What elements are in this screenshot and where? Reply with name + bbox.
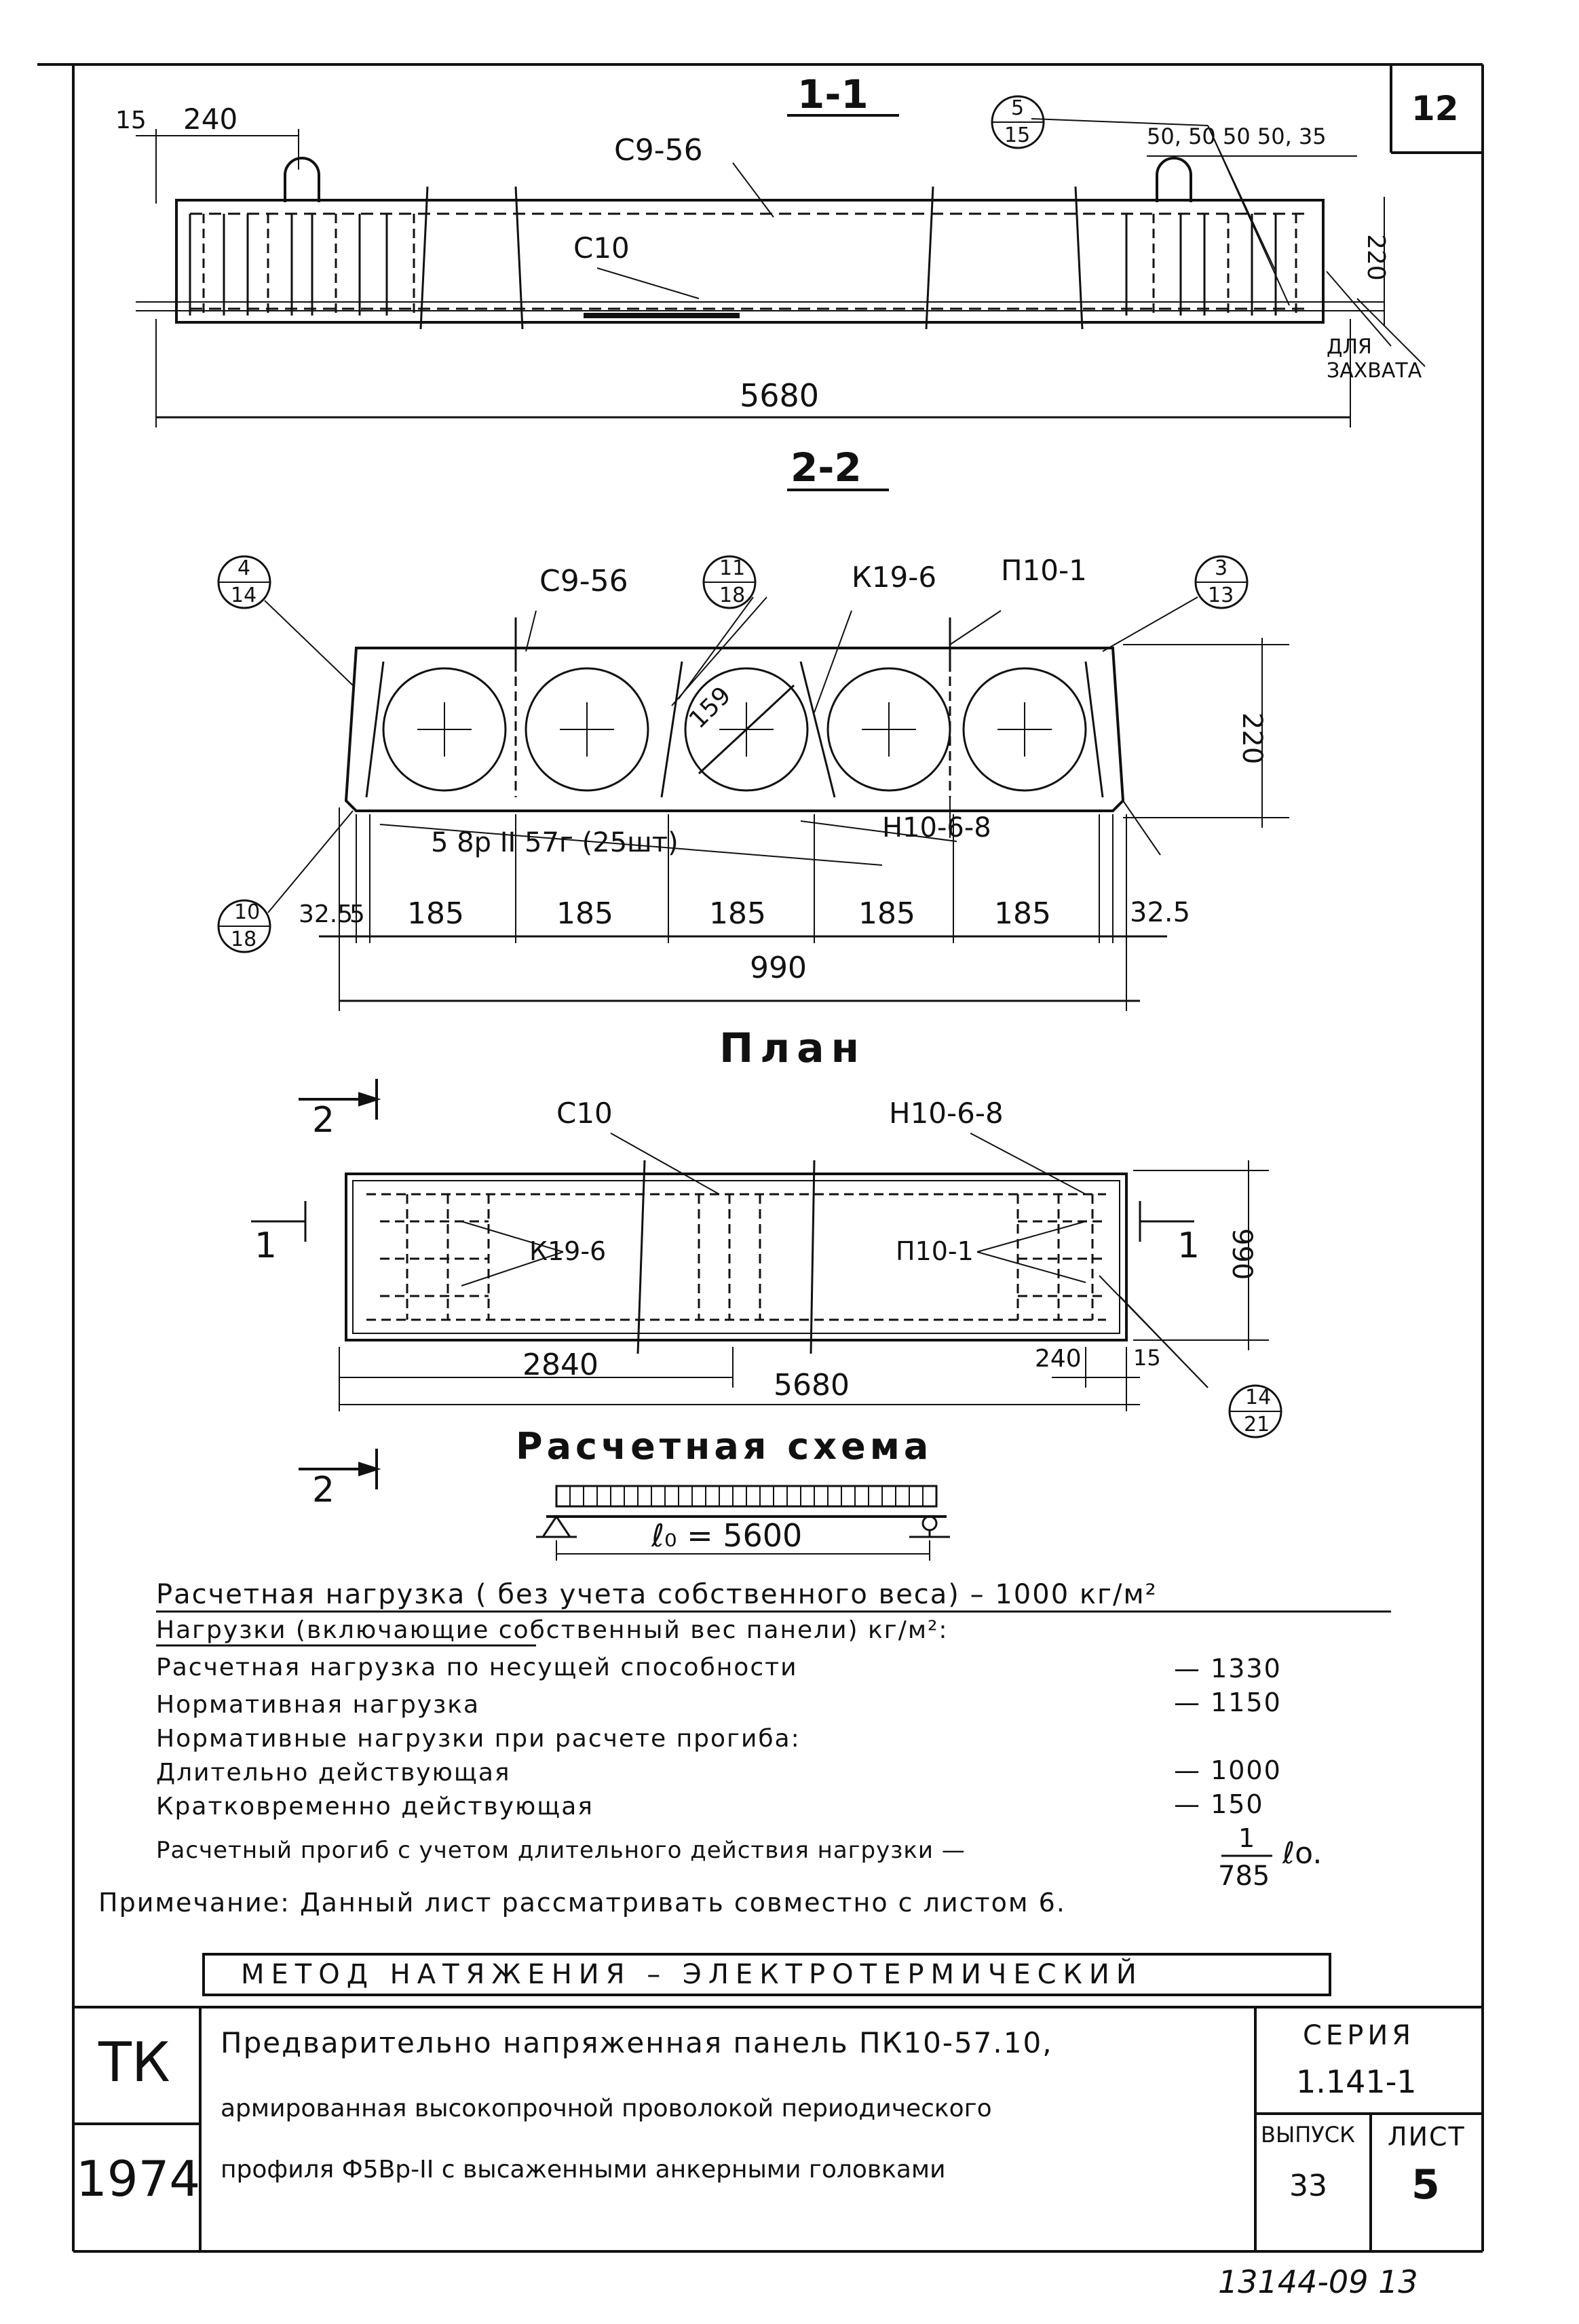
plan-height-990: 990 [1226,1228,1257,1280]
plan-section-mark-2-bottom: 2 [312,1470,335,1510]
dim-50-c: 50 [1222,123,1251,149]
load-item-label: Кратковременно действующая [156,1793,594,1821]
plan-dim-2840: 2840 [522,1348,598,1382]
section-2-2-label-k19-6: К19-6 [852,560,937,594]
issue-value: 33 [1289,2169,1327,2203]
section-2-2-label-p10-1: П10-1 [1001,554,1087,587]
section-1-1-dims-right: 50, 50 50 50, 35 [1147,123,1327,149]
title-line-3: профиля Ф5Вр-II с высаженными анкерными головками [221,2156,946,2184]
section-1-1-dim-15: 15 [115,107,147,134]
plan-label-n10-6-8: Н10-6-8 [889,1097,1004,1130]
section-2-2-label-c9-56: С9-56 [539,564,628,598]
section-2-2-spacing-5: 185 [994,896,1051,931]
sheet-label: ЛИСТ [1388,2122,1466,2152]
title-block-code: ТК [98,2031,170,2094]
load-item-value: — 150 [1174,1789,1264,1819]
sheet-number-top: 12 [1411,89,1459,128]
load-item-value: — 1000 [1174,1755,1282,1785]
deflection-denominator: 785 [1218,1861,1270,1892]
scheme-title: Расчетная схема [516,1425,933,1468]
deflection-tail: ℓo. [1282,1836,1323,1871]
series-label: СЕРИЯ [1303,2020,1415,2051]
dim-50-a: 50 [1147,123,1175,149]
scheme-span-label: ℓ₀ = 5600 [651,1517,803,1554]
note: Примечание: Данный лист рассматривать совместно с листом 6. [98,1888,1066,1918]
section-2-2-bubble-bottom-bottom: 18 [231,928,257,951]
plan-bubble-bottom: 21 [1244,1413,1270,1436]
section-2-2-spacing-3: 185 [709,896,766,931]
section-2-2-bubble-mid-bottom: 18 [719,584,746,607]
load-item-label: Длительно действующая [156,1759,511,1787]
plan-title: План [719,1025,867,1072]
section-2-2-height-220: 220 [1236,712,1268,765]
series-value: 1.141-1 [1296,2063,1417,2100]
section-1-1-length-5680: 5680 [740,377,820,414]
title-line-1: Предварительно напряженная панель ПК10-57.10, [221,2026,1053,2059]
deflection-numerator: 1 [1238,1823,1255,1853]
load-item-value: — 1150 [1174,1688,1282,1717]
sheet-value: 5 [1411,2161,1440,2209]
section-2-2-width-990: 990 [750,951,807,985]
section-1-1-bubble-bottom: 15 [1004,123,1031,147]
title-block-year: 1974 [76,2150,201,2207]
plan-label-c10: С10 [556,1097,613,1130]
section-2-2-dim-5: 5 [349,900,365,928]
section-1-1-label-c10: С10 [573,231,630,265]
section-1-1-label-c9-56: С9-56 [614,133,703,168]
section-1-1-title: 1-1 [797,71,869,117]
plan-dim-15: 15 [1133,1345,1161,1371]
section-1-1-bubble-top: 5 [1011,96,1025,120]
title-line-2: армированная высокопрочной проволокой периодического [221,2095,992,2122]
section-1-1-grip-label: ДЛЯ ЗАХВАТА [1327,335,1422,383]
section-2-2-title: 2-2 [791,444,862,491]
section-1-1-dim-240: 240 [183,102,238,136]
section-2-2-label-n10-6-8: Н10-6-8 [882,812,991,843]
plan-dim-240: 240 [1035,1345,1082,1373]
plan-label-k19-6: К19-6 [529,1236,607,1266]
section-2-2-dim-right-325: 32.5 [1130,897,1191,928]
section-2-2-dim-left-325: 32.5 [299,900,354,928]
issue-label: ВЫПУСК [1261,2122,1355,2148]
plan-dim-5680: 5680 [774,1368,850,1403]
plan-bubble-top: 14 [1245,1386,1272,1409]
section-2-2-bubble-bottom-top: 10 [234,900,261,924]
plan-section-mark-2-top: 2 [312,1100,335,1141]
section-2-2-spacing-1: 185 [407,896,464,931]
plan-section-mark-1-left: 1 [254,1225,278,1266]
section-2-2-bubble-left-bottom: 14 [231,584,257,607]
dim-50-b: 50 [1188,123,1216,149]
load-item-label: Нормативные нагрузки при расчете прогиба: [156,1725,801,1753]
section-2-2-spacing-4: 185 [858,896,915,931]
plan-label-p10-1: П10-1 [896,1236,974,1266]
section-2-2-bubble-right-top: 3 [1215,556,1228,580]
load-item-value: — 1330 [1174,1654,1282,1683]
method-banner: МЕТОД НАТЯЖЕНИЯ – ЭЛЕКТРОТЕРМИЧЕСКИЙ [241,1959,1143,1990]
section-2-2-bubble-mid-top: 11 [719,556,746,580]
section-1-1-height-220: 220 [1362,234,1390,281]
section-2-2-label-wires: 5 8р II 57г (25шт) [431,827,679,858]
load-item-label: Нормативная нагрузка [156,1691,480,1719]
load-item-label: Расчетная нагрузка по несущей способности [156,1654,798,1681]
section-2-2-bubble-left-top: 4 [237,556,251,580]
plan-section-mark-1-right: 1 [1177,1225,1200,1266]
bottom-stamp: 13144-09 13 [1218,2264,1418,2300]
dim-50-d: 50 [1257,123,1285,149]
section-2-2-spacing-2: 185 [556,896,613,931]
loads-line2: Нагрузки (включающие собственный вес панели) кг/м²: [156,1616,949,1644]
deflection-label: Расчетный прогиб с учетом длительного действия нагрузки — [156,1837,966,1864]
loads-line1: Расчетная нагрузка ( без учета собственного веса) – 1000 кг/м² [156,1579,1158,1610]
section-2-2-bubble-right-bottom: 13 [1208,584,1234,607]
section-2-2-diameter-159: 159 [683,681,737,734]
dim-35: 35 [1298,123,1327,149]
